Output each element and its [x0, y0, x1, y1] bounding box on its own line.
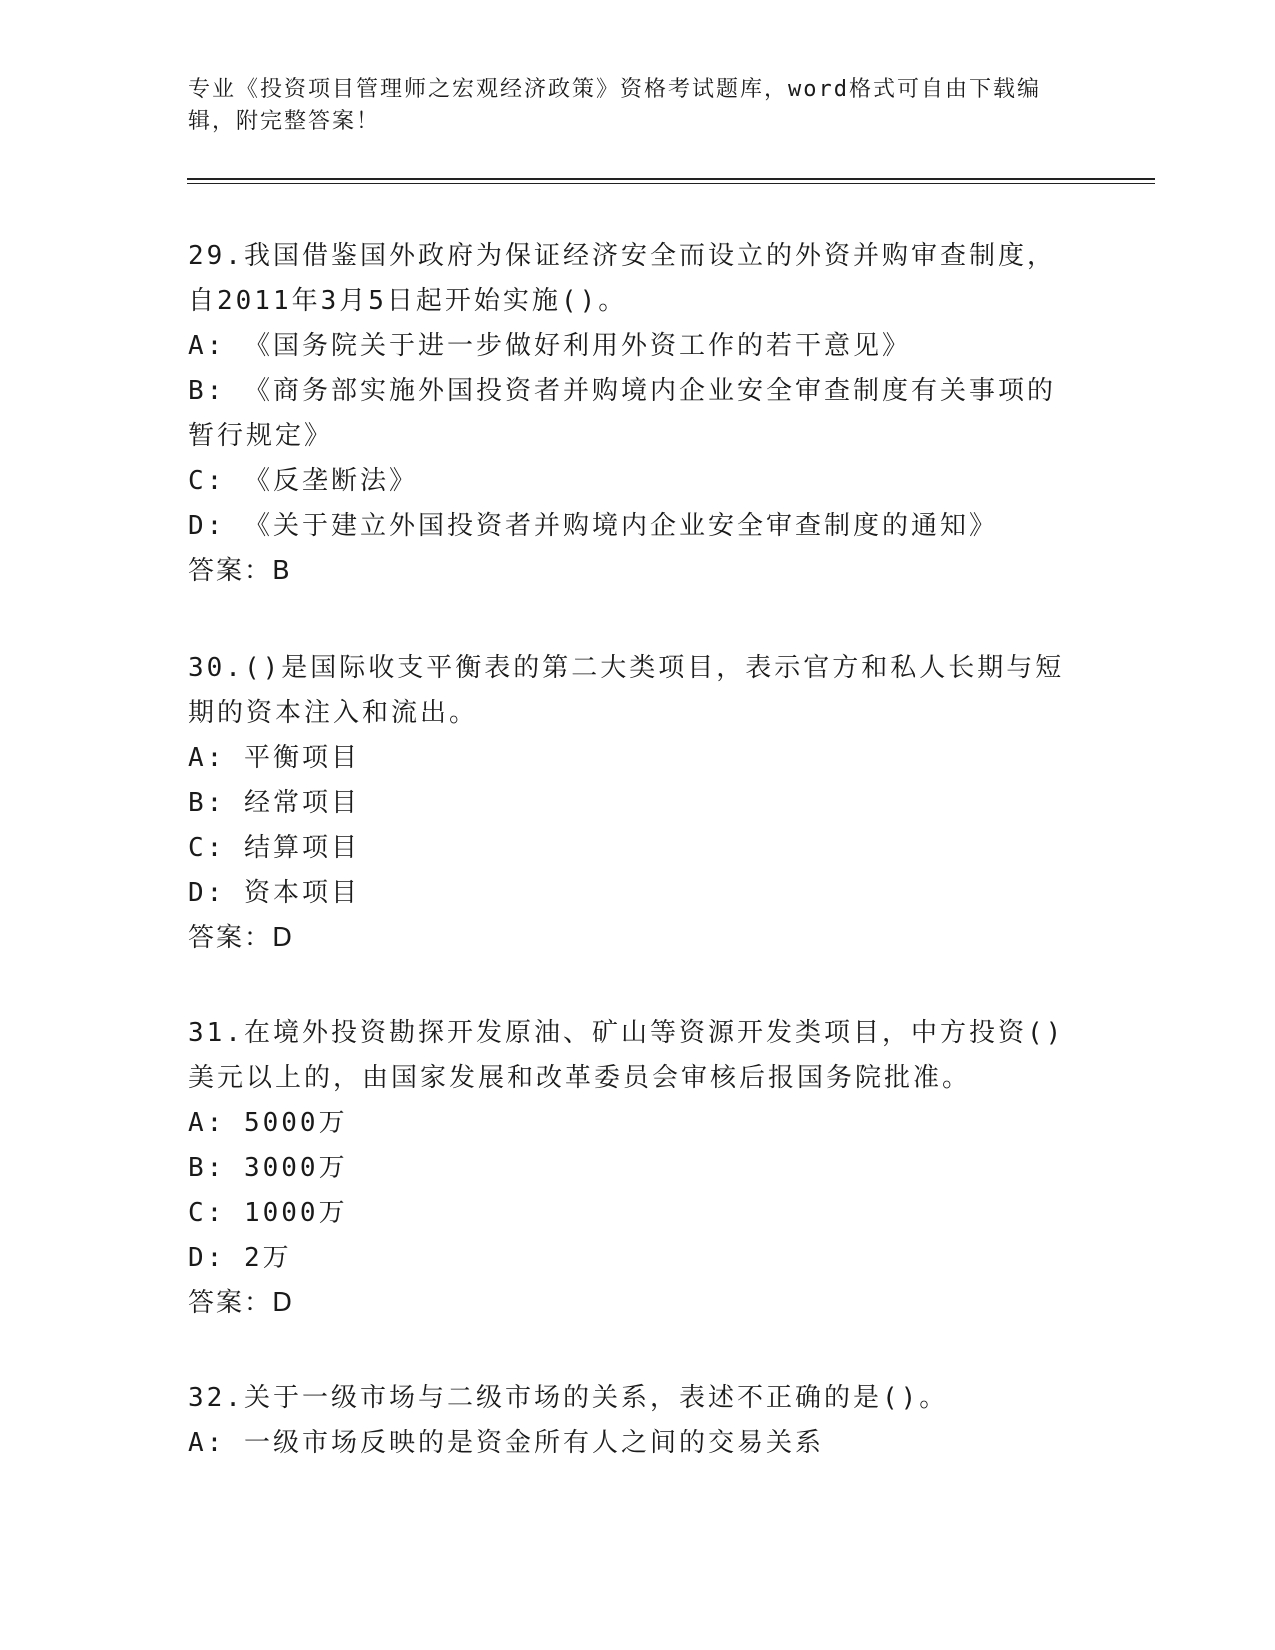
- question-29: [188, 234, 1068, 594]
- option-a: A: 5000万: [188, 1108, 348, 1138]
- question-32: [188, 1376, 1068, 1466]
- question-30: [188, 646, 1068, 961]
- answer: 答案：D: [188, 923, 295, 953]
- option-c: C: 1000万: [188, 1198, 348, 1228]
- option-d: D: 2万: [188, 1243, 292, 1273]
- option-c: C: 结算项目: [188, 833, 360, 863]
- question-stem: 29.我国借鉴国外政府为保证经济安全而设立的外资并购审查制度，自2011年3月5日起开始实施()。: [188, 241, 1056, 316]
- document-header: 专业《投资项目管理师之宏观经济政策》资格考试题库，word格式可自由下载编辑，附完整答案！: [188, 77, 1041, 134]
- option-a: A: 一级市场反映的是资金所有人之间的交易关系: [188, 1428, 824, 1458]
- option-a: A: 平衡项目: [188, 743, 360, 773]
- option-c: C: 《反垄断法》: [188, 466, 418, 496]
- option-b: B: 《商务部实施外国投资者并购境内企业安全审查制度有关事项的暂行规定》: [188, 376, 1056, 451]
- question-stem: 31.在境外投资勘探开发原油、矿山等资源开发类项目，中方投资()美元以上的，由国家发展和改革委员会审核后报国务院批准。: [188, 1018, 1065, 1093]
- option-b: B: 3000万: [188, 1153, 348, 1183]
- option-a: A: 《国务院关于进一步做好利用外资工作的若干意见》: [188, 331, 911, 361]
- question-stem: 30.()是国际收支平衡表的第二大类项目，表示官方和私人长期与短期的资本注入和流出。: [188, 653, 1065, 728]
- option-b: B: 经常项目: [188, 788, 360, 818]
- answer: 答案：D: [188, 1288, 295, 1318]
- option-d: D: 《关于建立外国投资者并购境内企业安全审查制度的通知》: [188, 511, 998, 541]
- header-divider-thin: [187, 183, 1155, 184]
- header-divider: [187, 178, 1155, 180]
- answer: 答案：B: [188, 556, 292, 586]
- question-31: [188, 1011, 1068, 1326]
- option-d: D: 资本项目: [188, 878, 360, 908]
- question-stem: 32.关于一级市场与二级市场的关系，表述不正确的是()。: [188, 1383, 949, 1413]
